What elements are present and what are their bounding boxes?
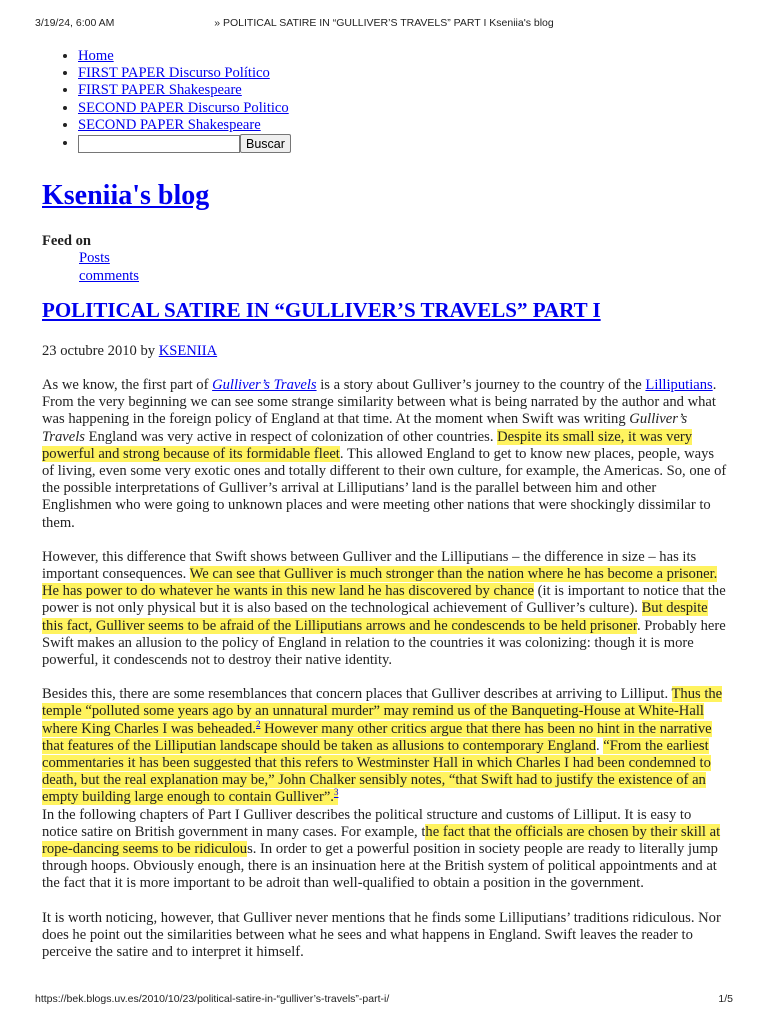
lilliputians-link[interactable]: Lilliputians	[645, 376, 713, 393]
footnote-3-link[interactable]: 3	[333, 787, 339, 798]
print-url: https://bek.blogs.uv.es/2010/10/23/political-satire-in-“gulliver’s-travels”-part-i/	[35, 993, 390, 1005]
text-span: England was very active in respect of colonization of other countries.	[84, 428, 498, 445]
post-paragraph-5	[42, 910, 727, 962]
highlighted-text: he fact that the officials are chosen by their skill at rope-dancing seems to be ridiculou	[42, 823, 721, 858]
post-title	[42, 297, 727, 323]
post-meta	[42, 343, 727, 360]
post-author-link[interactable]: KSENIIA	[158, 342, 218, 359]
text-span: . Probably here Swift makes an allusion to the policy of England in relation to the countries it was colonizing: though it is more powerful, it condescends not to destroy their native identity.	[42, 617, 726, 669]
nav-link-first-paper-shakespeare[interactable]: FIRST PAPER Shakespeare	[78, 82, 242, 99]
post-title-link[interactable]: POLITICAL SATIRE IN “GULLIVER’S TRAVELS” PART I	[42, 297, 601, 322]
print-page-number: 1/5	[718, 993, 733, 1005]
nav-item-second-paper-discurso	[78, 100, 727, 117]
print-footer	[35, 993, 733, 1007]
print-page-title: » POLITICAL SATIRE IN “GULLIVER’S TRAVELS” PART I Kseniia's blog	[214, 17, 554, 29]
nav-item-first-paper-shakespeare	[78, 82, 727, 99]
site-title-link[interactable]: Kseniia's blog	[42, 180, 210, 212]
post-paragraph-1	[42, 377, 727, 532]
text-span: Besides this, there are some resemblances that concern places that Gulliver describes at arriving to Lilliput.	[42, 686, 672, 703]
footnote-2-link[interactable]: 2	[255, 718, 261, 729]
feed-comments-link[interactable]: comments	[79, 267, 139, 284]
post-paragraph-2	[42, 549, 727, 669]
nav-menu	[42, 48, 727, 153]
highlighted-text: Despite its small size, it was very powerful and strong because of its formidable fleet	[42, 428, 693, 462]
text-span: . From the very beginning we can see some strange similarity between what is being narrated by the author and what was happening in the foreign policy of England at that time. At the moment when Swift was writing	[42, 376, 717, 428]
text-span: In the following chapters of Part I Gulliver describes the political structure and customs of Lilliput. It is easy to notice satire on British government in many cases. For example, t	[42, 806, 692, 840]
page-content	[42, 48, 727, 961]
nav-link-second-paper-discurso[interactable]: SECOND PAPER Discurso Politico	[78, 99, 289, 116]
text-span: Thus the temple “polluted some years ago by an unnatural murder” may remind us of the Banqueting-House at White-Hall where King Charles I was beheaded.	[42, 686, 723, 737]
print-date: 3/19/24, 6:00 AM	[35, 17, 115, 29]
nav-item-second-paper-shakespeare	[78, 117, 727, 134]
post-paragraph-3	[42, 686, 727, 806]
text-span: However, this difference that Swift shows between Gulliver and the Lilliputians – the difference in size – has its important consequences.	[42, 548, 697, 583]
gullivers-travels-link[interactable]	[212, 377, 316, 393]
nav-link-home[interactable]: Home	[78, 48, 114, 64]
text-span: As we know, the first part of	[42, 376, 213, 393]
text-span: However many other critics argue that there has been no hint in the narrative that features of the Lilliputian landscape should be taken as allusions to contemporary England	[42, 720, 712, 754]
post-paragraph-4	[42, 807, 727, 893]
nav-item-search	[78, 134, 727, 153]
search-button[interactable]: Buscar	[240, 134, 291, 153]
link-text: Gulliver’s Travels	[212, 376, 317, 393]
print-header	[35, 17, 733, 31]
text-span: (it is important to notice that the power is not only physical but it is also based on the technological achievement of Gulliver’s culture).	[42, 583, 726, 617]
italic-title: Gulliver’s Travels	[42, 411, 688, 445]
feed-block	[42, 233, 727, 285]
feed-posts-link[interactable]: Posts	[79, 250, 110, 267]
post-date-by: 23 octubre 2010 by	[42, 342, 159, 359]
highlighted-text: We can see that Gulliver is much stronger than the nation where he has become a prisoner. He has power to do whatever he wants in this new land he has discovered by chance	[42, 566, 718, 600]
nav-link-first-paper-discurso[interactable]: FIRST PAPER Discurso Político	[78, 65, 270, 82]
highlighted-text: But despite this fact, Gulliver seems to be afraid of the Lilliputians arrows and he condescends to be held prisoner	[42, 600, 708, 634]
text-span: . This allowed England to get to know new places, people, ways of living, even some very exotic ones and totally different to their own culture, for example, the Americas. So, one of the possible interpretations of Gulliver’s arrival at Lilliputians’ land is the parallel between him and other Englishmen who were going to unknown places and were meeting other nations that were shockingly dissimilar to them.	[42, 445, 727, 531]
feed-links	[42, 250, 727, 284]
text-span: “From the earliest commentaries it has been suggested that this refers to Westminster Hall in which Charles I had been condemned to death, but the real explanation may be,” John Chalker sensibly notes, “that Swift had to justify the existence of an empty building large enough to contain Gulliver”.	[42, 737, 711, 806]
text-span: It is worth noticing, however, that Gulliver never mentions that he finds some Lilliputians’ traditions ridiculous. Nor does he point out the similarities between what he sees and what happens in England. Swift leaves the reader to perceive the satire and to interpret it himself.	[42, 909, 721, 961]
nav-item-first-paper-discurso	[78, 65, 727, 82]
text-span: s. In order to get a powerful position in society people are ready to literally jump through hoops. Obviously enough, there is an insinuation here at the British system of political appointments and at the fact that it is more important to be adroit than well-qualified to obtain a position in the government.	[42, 841, 718, 892]
search-input[interactable]	[78, 135, 240, 153]
site-title	[42, 179, 727, 213]
text-span: .	[596, 737, 604, 754]
nav-link-second-paper-shakespeare[interactable]: SECOND PAPER Shakespeare	[78, 116, 261, 133]
feed-label: Feed on	[42, 233, 92, 250]
nav-item-home	[78, 48, 727, 65]
text-span: is a story about Gulliver’s journey to the country of the	[316, 376, 646, 393]
